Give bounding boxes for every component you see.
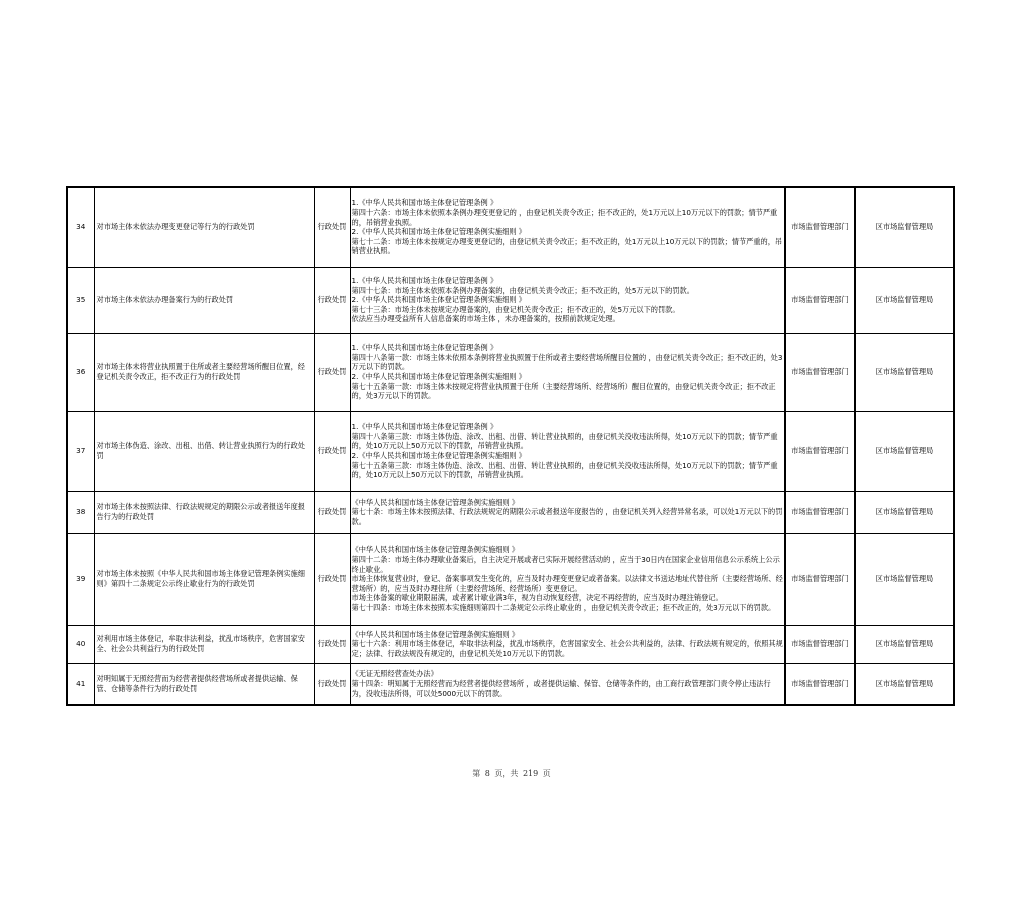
table-row <box>67 187 954 267</box>
responsible-department: 市场监督管理部门 <box>785 267 855 333</box>
item-name: 对市场主体伪造、涂改、出租、出借、转让营业执照行为的行政处罚 <box>94 411 314 491</box>
item-type: 行政处罚 <box>314 663 350 705</box>
legal-basis <box>350 625 785 663</box>
item-name: 对市场主体未依法办理备案行为的行政处罚 <box>94 267 314 333</box>
legal-basis <box>350 267 785 333</box>
legal-basis-line: 2.《中华人民共和国市场主体登记管理条例实施细则 》 <box>351 372 526 381</box>
responsible-department: 市场监督管理部门 <box>785 333 855 411</box>
implementing-agency: 区市场监督管理局 <box>855 187 954 267</box>
table-row <box>67 663 954 705</box>
row-number: 40 <box>67 625 94 663</box>
item-name: 对明知属于无照经营而为经营者提供经营场所或者提供运输、保管、仓储等条件行为的行政处罚 <box>94 663 314 705</box>
legal-basis-line: 《无证无照经营查处办法》 <box>351 669 438 679</box>
table-row <box>67 267 954 333</box>
legal-basis <box>350 663 785 705</box>
table-row <box>67 411 954 491</box>
legal-basis-line: 1.《中华人民共和国市场主体登记管理条例 》 <box>351 276 498 286</box>
legal-basis <box>350 187 785 267</box>
legal-basis-line: 依法应当办理受益所有人信息备案的市场主体 ，未办理备案的，按照前款规定处理。 <box>351 314 620 324</box>
legal-basis <box>350 533 785 625</box>
row-number: 35 <box>67 267 94 333</box>
row-number: 39 <box>67 533 94 625</box>
item-type: 行政处罚 <box>314 533 350 625</box>
legal-basis <box>350 411 785 491</box>
item-type: 行政处罚 <box>314 267 350 333</box>
legal-basis-line: 第七十条：市场主体未按照法律、行政法规规定的期限公示或者报送年度报告的 ，由登记机关列入经营异常名录，可以处1万元以下的罚款。 <box>351 507 783 526</box>
item-type: 行政处罚 <box>314 625 350 663</box>
legal-basis-line: 第七十五条第三款：市场主体伪造、涂改、出租、出借、转让营业执照的，由登记机关没收违法所得，处10万元以下的罚款；情节严重的，处10万元以上50万元以下的罚款，吊销营业执照。 <box>351 460 778 480</box>
legal-basis-line: 第七十五条第一款：市场主体未按规定将营业执照置于住所（主要经营场所、经营场所）醒目位置的，由登记机关责令改正；拒不改正的，处3万元以下的罚款。 <box>351 381 776 401</box>
item-name: 对利用市场主体登记，牟取非法利益，扰乱市场秩序，危害国家安全、社会公共利益行为的行政处罚 <box>94 625 314 663</box>
table-row <box>67 333 954 411</box>
responsible-department: 市场监督管理部门 <box>785 663 855 705</box>
row-number: 34 <box>67 187 94 267</box>
legal-basis-line: 2.《中华人民共和国市场主体登记管理条例实施细则 》 <box>351 227 526 237</box>
table-row <box>67 625 954 663</box>
table-row <box>67 491 954 533</box>
legal-basis-line: 第四十八条第三款：市场主体伪造、涂改、出租、出借、转让营业执照的，由登记机关没收违法所得，处10万元以下的罚款；情节严重的，处10万元以上50万元以下的罚款，吊销营业执照。 <box>351 431 778 451</box>
item-name: 对市场主体未将营业执照置于住所或者主要经营场所醒目位置，经登记机关责令改正，拒不改正行为的行政处罚 <box>94 333 314 411</box>
table-row <box>67 533 954 625</box>
legal-basis <box>350 491 785 533</box>
legal-basis-line: 1.《中华人民共和国市场主体登记管理条例 》 <box>351 343 498 353</box>
legal-basis-line: 市场主体恢复营业时，登记、备案事项发生变化的，应当及时办理变更登记或者备案。以法律文书送达地址代替住所（主要经营场所、经营场所）的，应当及时办理住所（主要经营场所、经营场所）变更登记。 <box>351 574 783 593</box>
implementing-agency: 区市场监督管理局 <box>855 267 954 333</box>
page-footer <box>0 768 1023 779</box>
legal-basis-line: 2.《中华人民共和国市场主体登记管理条例实施细则 》 <box>351 295 526 305</box>
legal-basis-line: 第四十八条第一款：市场主体未依照本条例将营业执照置于住所或者主要经营场所醒目位置的 ，由登记机关责令改正；拒不改正的，处3万元以下的罚款。 <box>351 352 783 372</box>
row-number: 38 <box>67 491 94 533</box>
legal-basis-line: 第四十六条：市场主体未依照本条例办理变更登记的 ，由登记机关责令改正；拒不改正的，处1万元以上10万元以下的罚款；情节严重的，吊销营业执照。 <box>351 208 778 227</box>
footer-page-number: 8 <box>484 769 490 778</box>
responsible-department: 市场监督管理部门 <box>785 491 855 533</box>
implementing-agency: 区市场监督管理局 <box>855 625 954 663</box>
legal-basis-line: 《中华人民共和国市场主体登记管理条例实施细则 》 <box>351 545 520 555</box>
legal-basis-line: 第七十六条：利用市场主体登记，牟取非法利益，扰乱市场秩序，危害国家安全、社会公共利益的，法律、行政法规有规定的，依照其规定；法律、行政法规没有规定的，由登记机关处10万元以下的罚款。 <box>351 639 783 658</box>
footer-mid: 页，共 <box>494 769 519 778</box>
table-body <box>67 187 954 705</box>
item-type: 行政处罚 <box>314 491 350 533</box>
legal-basis-line: 第四十二条：市场主体办理歇业备案后，自主决定开展或者已实际开展经营活动的 ，应当于30日内在国家企业信用信息公示系统上公示终止歇业。 <box>351 555 780 574</box>
implementing-agency: 区市场监督管理局 <box>855 663 954 705</box>
footer-suffix: 页 <box>542 769 551 778</box>
responsible-department: 市场监督管理部门 <box>785 625 855 663</box>
implementing-agency: 区市场监督管理局 <box>855 533 954 625</box>
legal-basis-line: 《中华人民共和国市场主体登记管理条例实施细则 》 <box>351 497 520 507</box>
item-name: 对市场主体未依法办理变更登记等行为的行政处罚 <box>94 187 314 267</box>
legal-basis-line: 第七十二条：市场主体未按规定办理变更登记的，由登记机关责令改正；拒不改正的，处1万元以上10万元以下的罚款；情节严重的，吊销营业执照。 <box>351 236 783 256</box>
legal-basis-line: 第四十七条：市场主体未依照本条例办理备案的，由登记机关责令改正；拒不改正的，处5万元以下的罚款。 <box>351 285 694 295</box>
item-type: 行政处罚 <box>314 411 350 491</box>
legal-basis-line: 1.《中华人民共和国市场主体登记管理条例 》 <box>351 198 498 208</box>
item-name: 对市场主体未按照《中华人民共和国市场主体登记管理条例实施细则》第四十二条规定公示终止歇业行为的行政处罚 <box>94 533 314 625</box>
row-number: 41 <box>67 663 94 705</box>
legal-basis <box>350 333 785 411</box>
implementing-agency: 区市场监督管理局 <box>855 333 954 411</box>
implementing-agency: 区市场监督管理局 <box>855 491 954 533</box>
legal-basis-line: 第七十四条：市场主体未按照本实施细则第四十二条规定公示终止歇业的 ，由登记机关责令改正；拒不改正的，处3万元以下的罚款。 <box>351 602 776 612</box>
legal-basis-line: 第十四条：明知属于无照经营而为经营者提供经营场所 ，或者提供运输、保管、仓储等条件的，由工商行政管理部门责令停止违法行为，没收违法所得，可以处5000元以下的罚款。 <box>351 678 771 698</box>
item-type: 行政处罚 <box>314 333 350 411</box>
legal-basis-line: 市场主体备案的歇业期限届满，或者累计歇业满3年，视为自动恢复经营，决定不再经营的，应当及时办理注销登记。 <box>351 593 723 603</box>
footer-total-pages: 219 <box>522 769 539 778</box>
responsible-department: 市场监督管理部门 <box>785 187 855 267</box>
implementing-agency: 区市场监督管理局 <box>855 411 954 491</box>
legal-basis-line: 2.《中华人民共和国市场主体登记管理条例实施细则 》 <box>351 451 526 460</box>
legal-basis-line: 1.《中华人民共和国市场主体登记管理条例 》 <box>351 422 498 432</box>
item-type: 行政处罚 <box>314 187 350 267</box>
legal-basis-line: 第七十三条：市场主体未按规定办理备案的，由登记机关责令改正；拒不改正的，处5万元以下的罚款。 <box>351 304 680 314</box>
enforcement-items-table <box>66 186 955 706</box>
item-name: 对市场主体未按照法律、行政法规规定的期限公示或者报送年度报告行为的行政处罚 <box>94 491 314 533</box>
row-number: 37 <box>67 411 94 491</box>
responsible-department: 市场监督管理部门 <box>785 533 855 625</box>
responsible-department: 市场监督管理部门 <box>785 411 855 491</box>
legal-basis-line: 《中华人民共和国市场主体登记管理条例实施细则 》 <box>351 629 520 639</box>
row-number: 36 <box>67 333 94 411</box>
footer-prefix: 第 <box>472 769 481 778</box>
